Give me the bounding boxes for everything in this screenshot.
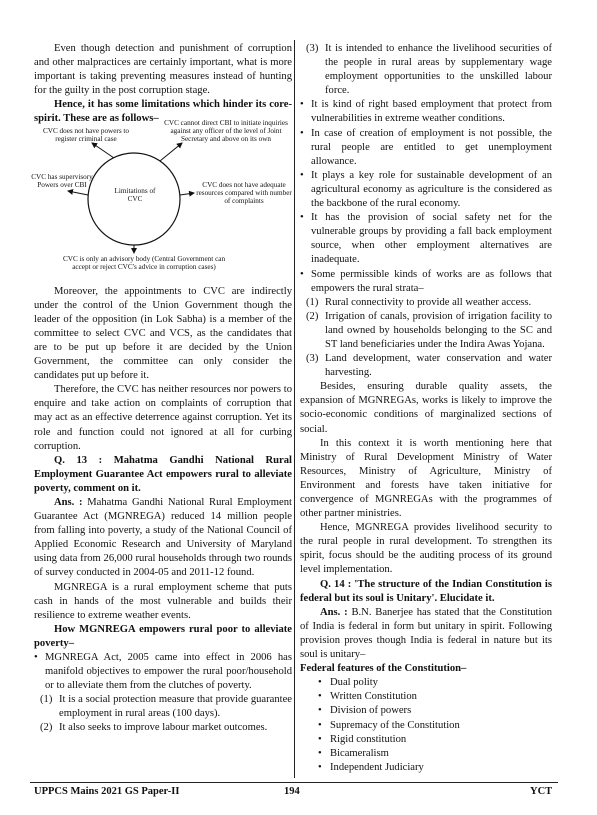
list-item: (3) Land development, water conservation and water harvesting. bbox=[306, 353, 552, 379]
diagram-node-supervisory: CVC has supervisory Powers over CBI bbox=[31, 172, 93, 189]
subheading: How MGNREGA empowers rural poor to alleviate poverty– bbox=[34, 623, 292, 649]
paragraph: Even though detection and punishment of corruption and other malpractices are certainly important, what is more important is taking preventing measures instead of hunting for the guilty in the post corruption stage. bbox=[34, 43, 292, 97]
list-item: • Independent Judiciary bbox=[300, 761, 552, 775]
federal-features-list bbox=[300, 676, 552, 775]
list-item: • Division of powers bbox=[300, 704, 552, 718]
paragraph: Besides, ensuring durable quality assets, the expansion of MGNREGAs, works is likely to improve the socio-economic conditions of marginalized sections of social. bbox=[300, 381, 552, 435]
paragraph: Therefore, the CVC has neither resources nor powers to enquire and take action on complaints of corruption that may act as an effective deterrence against corruption. Yet its role and function could not ignored at all for curbing corruption. bbox=[34, 384, 292, 452]
list-item: • Rigid constitution bbox=[300, 733, 552, 747]
arrow-up-right bbox=[160, 143, 182, 161]
list-item: • Supremacy of the Constitution bbox=[300, 719, 552, 733]
federal-heading: Federal features of the Constitution– bbox=[300, 663, 467, 675]
arrow-right bbox=[180, 193, 194, 195]
footer-title: UPPCS Mains 2021 GS Paper-II bbox=[34, 786, 180, 797]
list-item: (2) It also seeks to improve labour market outcomes. bbox=[40, 722, 268, 734]
cvc-limitations-diagram bbox=[31, 118, 292, 285]
answer-text: B.N. Banerjee has stated that the Constitution of India is federal in form but unitary in spirit. Following provision proves though India is federal in nature but its soul is unitary– bbox=[300, 606, 552, 661]
left-column bbox=[31, 42, 292, 736]
right-column bbox=[300, 42, 552, 775]
diagram-node-criminal-case: CVC does not have powers to register criminal case bbox=[42, 126, 130, 143]
page-number: 194 bbox=[284, 786, 300, 797]
diagram-node-advisory: CVC is only an advisory body (Central Government can accept or reject CVC's advice in corruption cases) bbox=[62, 254, 226, 271]
list-item: (1) Rural connectivity to provide all weather access. bbox=[306, 296, 532, 308]
answer-text: Mahatma Gandhi National Rural Employment Guarantee Act (MGNREGA) reduced 14 million people from falling into poverty, a study of the National Council of Applied Economic Research and University of Maryland using data from 26,000 rural households through two rounds of survey conducted in 2004-05 and 2011-12 found. bbox=[34, 496, 292, 579]
paragraph: MGNREGA is a rural employment scheme that puts cash in hands of the most vulnerable and builds their resilience to extreme weather events. bbox=[34, 581, 292, 621]
list-item: • It plays a key role for sustainable development of an agricultural economy as agriculture is the considered as the backbone of the rural economy. bbox=[300, 169, 552, 211]
diagram-center-label: Limitations of CVC bbox=[114, 186, 156, 203]
list-item: • Some permissible kinds of works are as follows that empowers the rural strata– bbox=[300, 268, 552, 296]
works-list bbox=[300, 296, 552, 381]
paragraph: In this context it is worth mentioning here that Ministry of Rural Development Ministry of Water Resources, Ministry of Agriculture, Ministry of Environment and forests have taken initiative for convergence of MGNREGAs with the programmes of other partner ministries. bbox=[300, 437, 552, 520]
answer-14 bbox=[300, 606, 552, 662]
list-item: • In case of creation of employment is not possible, the rural people are entitled to get unemployment allowance. bbox=[300, 127, 552, 169]
answer-label: Ans. : bbox=[320, 606, 348, 618]
arrow-up-left bbox=[92, 143, 114, 158]
list-item: • Dual polity bbox=[300, 676, 552, 690]
list-item: • Written Constitution bbox=[300, 690, 552, 704]
section-lead: Hence, it has some limitations which hinder its core-spirit. These are as follows– bbox=[34, 99, 292, 125]
list-item: • MGNREGA Act, 2005 came into effect in 2006 has manifold objectives to empower the rural poor/household or to alleviate them from the clutches of poverty. bbox=[34, 651, 292, 693]
diagram-node-resources: CVC does not have adequate resources compared with number of complaints bbox=[196, 180, 292, 206]
paragraph: Moreover, the appointments to CVC are indirectly under the control of the Union Government though the leader of the opposition (in Lok Sabha) is a member of the committee to select CVC and VCS, as the candidates that are to be put up before it are decided by the Union Government, the committee can only consider the candidates put up before it. bbox=[34, 285, 292, 382]
footer-publisher: YCT bbox=[530, 786, 553, 797]
footer-rule bbox=[30, 782, 558, 783]
answer-label: Ans. : bbox=[54, 496, 83, 508]
answer-13 bbox=[34, 496, 292, 581]
list-item: (1) It is a social protection measure that provide guarantee employment in rural areas (100 days). bbox=[40, 694, 292, 720]
question-13: Q. 13 : Mahatma Gandhi National Rural Employment Guarantee Act empowers rural to alleviate poverty, comment on it. bbox=[34, 454, 292, 494]
list-item: • Bicameralism bbox=[300, 747, 552, 761]
numbered-list bbox=[300, 42, 552, 98]
list-item: (3) It is intended to enhance the livelihood securities of the people in rural areas by supplementary wage employment opportunities to the unskilled labour force. bbox=[306, 43, 552, 97]
column-divider bbox=[294, 40, 295, 778]
paragraph: Hence, MGNREGA provides livelihood security to the rural people in rural development. To strengthen its spirit, focus should be the auditing process of its ground level implementation. bbox=[300, 522, 552, 576]
diagram-node-cbi-direct: CVC cannot direct CBI to initiate inquiries against any officer of the level of Joint Secretary and above on its own bbox=[164, 118, 288, 144]
list-item: • It has the provision of social safety net for the vulnerable groups by providing a fall back employment source, when other employment alternatives are inadequate. bbox=[300, 211, 552, 267]
question-14: Q. 14 : 'The structure of the Indian Constitution is federal but its soul is Unitary'. Elucidate it. bbox=[300, 578, 552, 604]
list-item: (2) Irrigation of canals, provision of irrigation facility to land owned by households belonging to the SC and ST land beneficiaries under the Indira Awas Yojana. bbox=[306, 310, 552, 350]
bullet-list bbox=[300, 98, 552, 295]
bullet-list bbox=[34, 651, 292, 693]
numbered-list bbox=[34, 693, 292, 735]
list-item: • It is kind of right based employment that protect from vulnerabilities in extreme weather conditions. bbox=[300, 98, 552, 126]
arrow-left bbox=[68, 191, 88, 195]
